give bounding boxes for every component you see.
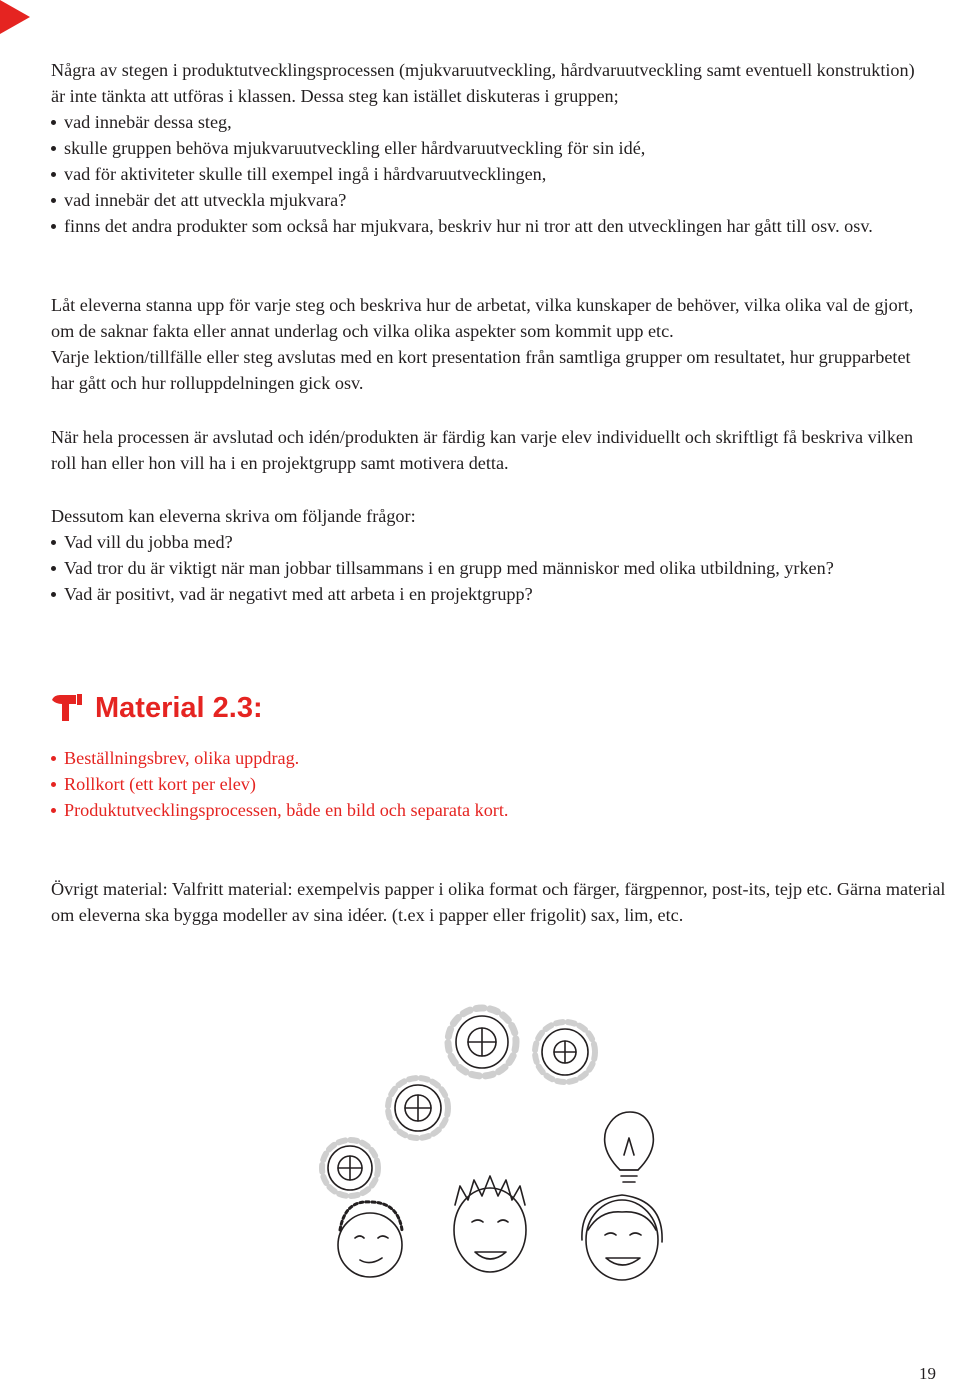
list-item: skulle gruppen behöva mjukvaruutveckling eller hårdvaruutveckling för sin idé, [51,135,931,161]
face-icon [582,1195,662,1280]
gear-icon [448,1008,516,1076]
list-item: finns det andra produkter som också har mjukvara, beskriv hur ni tror att den utvecklingen har gått till osv. osv. [51,213,931,239]
list-item: Beställningsbrev, olika uppdrag. [51,745,931,771]
page-number: 19 [919,1364,936,1383]
corner-arrow-icon [0,0,30,34]
gear-icon [535,1022,595,1082]
material-heading [51,688,263,728]
final-section [51,424,931,476]
material-bullet-list [51,745,931,823]
list-item: Vad är positivt, vad är negativt med att arbeta i en projektgrupp? [51,581,931,607]
intro-section [51,57,931,239]
presentation-paragraph: Varje lektion/tillfälle eller steg avslutas med en kort presentation från samtliga grupper om resultatet, hur grupparbetet har gått och hur rolluppdelningen gick osv. [51,347,911,393]
light-bulb-icon [605,1112,654,1182]
material-title: Material 2.3: [95,691,263,724]
other-material-section [51,876,946,928]
gear-icon [388,1078,448,1138]
intro-paragraph: Några av stegen i produktutvecklingsprocessen (mjukvaruutveckling, hårdvaruutveckling samt eventuell konstruktion) är inte tänkta att utföras i klassen. Dessa steg kan istället diskuteras i gruppen; [51,60,915,106]
questions-intro: Dessutom kan eleverna skriva om följande frågor: [51,506,416,526]
material-section [51,745,931,823]
list-item: Rollkort (ett kort per elev) [51,771,931,797]
reflection-section [51,292,931,396]
questions-section [51,503,931,607]
final-paragraph: När hela processen är avslutad och idén/produkten är färdig kan varje elev individuellt och skriftligt få beskriva vilken roll han eller hon vill ha i en projektgrupp samt motivera detta. [51,427,914,473]
reflect-paragraph: Låt eleverna stanna upp för varje steg och beskriva hur de arbetat, vilka kunskaper de behöver, vilka olika val de gjort, om de saknar fakta eller annat underlag och vilka olika aspekter som kommit upp etc. [51,295,914,341]
list-item: vad för aktiviteter skulle till exempel ingå i hårdvaruutvecklingen, [51,161,931,187]
gear-icon [322,1140,378,1196]
hammer-icon [51,693,83,723]
other-material-paragraph: Övrigt material: Valfritt material: exempelvis papper i olika format och färger, färgpennor, post-its, tejp etc. Gärna material om eleverna ska bygga modeller av sina idéer. (t.ex i papper eller frigolit) sax, lim, etc. [51,879,946,925]
illustration-gears-faces [300,990,680,1285]
questions-bullet-list [51,529,931,607]
intro-bullet-list [51,109,931,239]
face-icon [338,1202,402,1277]
list-item: Vad vill du jobba med? [51,529,931,555]
list-item: Vad tror du är viktigt när man jobbar tillsammans i en grupp med människor med olika utbildning, yrken? [51,555,931,581]
list-item: vad innebär det att utveckla mjukvara? [51,187,931,213]
list-item: Produktutvecklingsprocessen, både en bild och separata kort. [51,797,931,823]
face-icon [454,1176,526,1272]
list-item: vad innebär dessa steg, [51,109,931,135]
